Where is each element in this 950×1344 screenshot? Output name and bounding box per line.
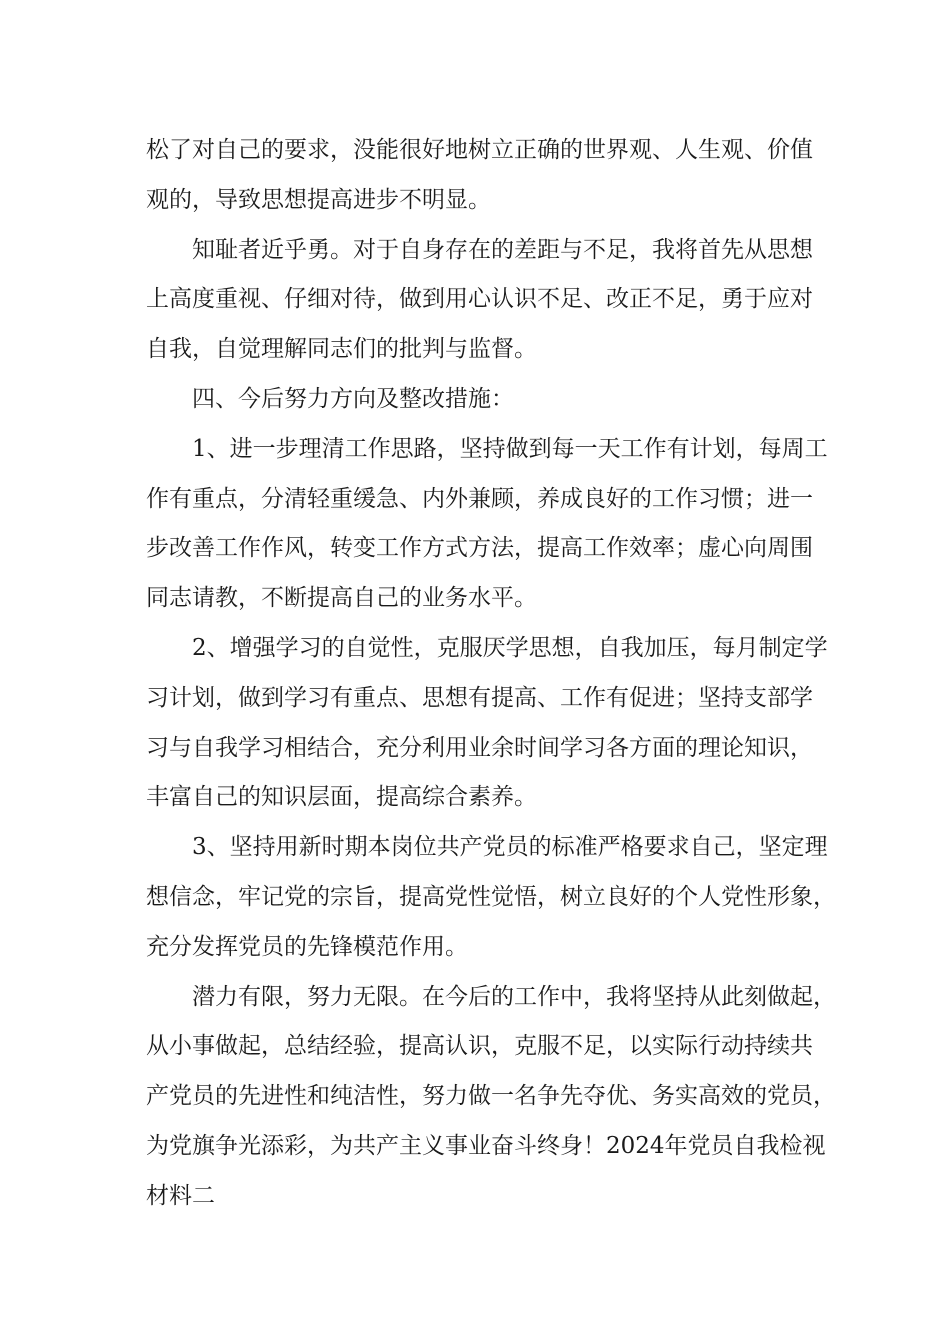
text-line: 松了对自己的要求，没能很好地树立正确的世界观、人生观、价值: [146, 137, 813, 163]
text-line: 上高度重视、仔细对待，做到用心认识不足、改正不足，勇于应对: [146, 286, 813, 313]
text-line: 充分发挥党员的先锋模范作用。: [146, 933, 468, 960]
text-line: 观的，导致思想提高进步不明显。: [146, 186, 491, 213]
text-line: 知耻者近乎勇。对于自身存在的差距与不足，我将首先从思想: [192, 236, 813, 263]
text-line: 为党旗争光添彩，为共产主义事业奋斗终身！2024年党员自我检视: [146, 1132, 826, 1159]
text-line: 丰富自己的知识层面，提高综合素养。: [146, 784, 537, 811]
text-line: 潜力有限，努力无限。在今后的工作中，我将坚持从此刻做起，: [192, 983, 836, 1010]
text-line: 材料二: [146, 1182, 215, 1209]
text-line: 作有重点，分清轻重缓急、内外兼顾，养成良好的工作习惯；进一: [146, 485, 813, 512]
text-line: 想信念，牢记党的宗旨，提高党性觉悟，树立良好的个人党性形象，: [146, 883, 836, 910]
text-line: 自我，自觉理解同志们的批判与监督。: [146, 336, 537, 363]
document-body: [146, 126, 836, 1222]
text-line: 步改善工作作风，转变工作方式方法，提高工作效率；虚心向周围: [146, 535, 813, 562]
text-line: 习与自我学习相结合，充分利用业余时间学习各方面的理论知识，: [146, 734, 813, 761]
text-line: 习计划，做到学习有重点、思想有提高、工作有促进；坚持支部学: [146, 684, 813, 711]
text-line: 同志请教，不断提高自己的业务水平。: [146, 585, 537, 612]
text-line: 从小事做起，总结经验，提高认识，克服不足，以实际行动持续共: [146, 1033, 813, 1060]
text-line: 2、增强学习的自觉性，克服厌学思想，自我加压，每月制定学: [192, 634, 828, 661]
text-line: 1、进一步理清工作思路，坚持做到每一天工作有计划，每周工: [192, 435, 828, 462]
text-line: 3、坚持用新时期本岗位共产党员的标准严格要求自己，坚定理: [192, 834, 828, 861]
section-heading: 四、今后努力方向及整改措施：: [192, 385, 514, 412]
text-line: 产党员的先进性和纯洁性，努力做一名争先夺优、务实高效的党员，: [146, 1083, 836, 1110]
